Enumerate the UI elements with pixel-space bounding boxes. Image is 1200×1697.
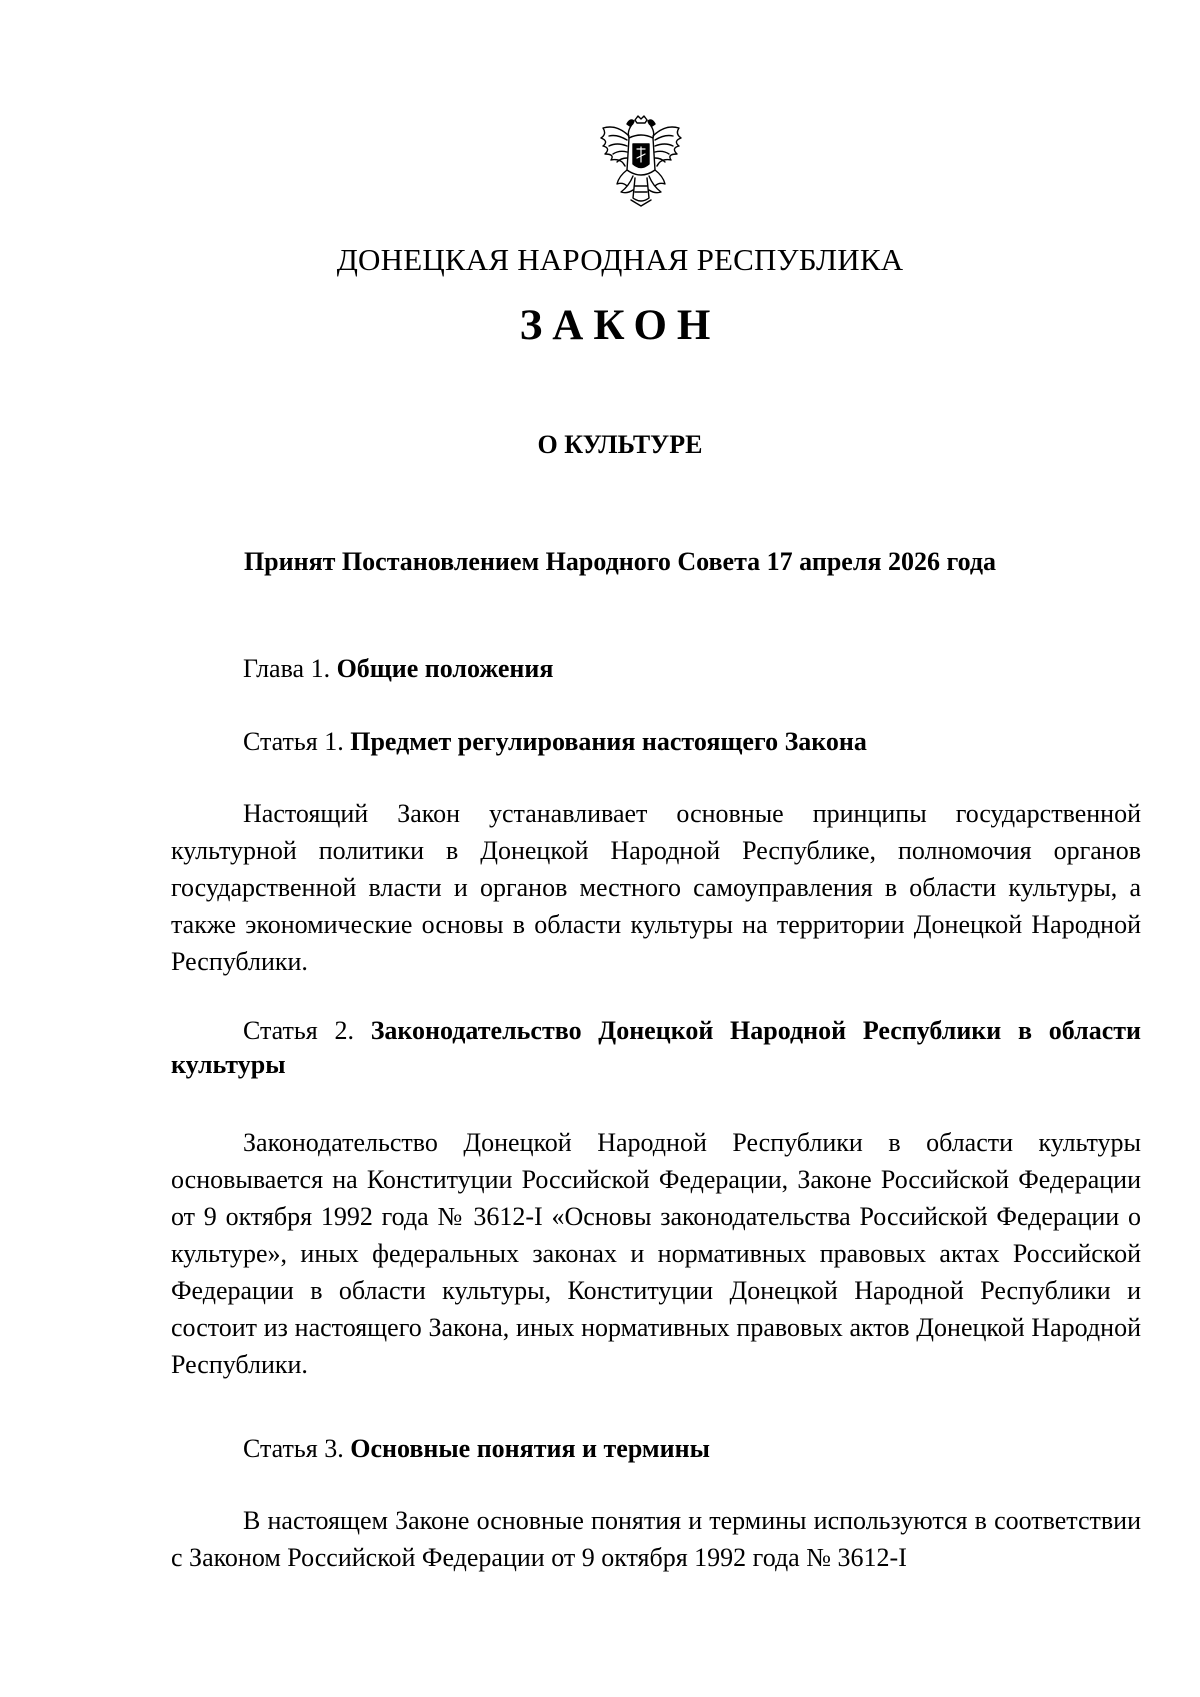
article-2-heading	[171, 1014, 1141, 1082]
article-2-text: Законодательство Донецкой Народной Республики в области культуры основывается на Конституции Российской Федерации, Законе Российской Федерации от 9 октября 1992 года № 3612-I «Основы законодательства Российской Федерации о культуре», иных федеральных законах и нормативных правовых актах Российской Федерации в области культуры, Конституции Донецкой Народной Республики и состоит из настоящего Закона, иных нормативных правовых актов Донецкой Народной Республики.	[171, 1128, 1141, 1379]
article-2-label: Статья 2.	[243, 1016, 354, 1045]
document-type: ЗАКОН	[519, 302, 721, 349]
article-3-text: В настоящем Законе основные понятия и термины используются в соответствии с Законом Российской Федерации от 9 октября 1992 года № 3612-I	[171, 1506, 1141, 1572]
article-1-heading	[171, 725, 1141, 759]
law-title: О КУЛЬТУРЕ	[537, 430, 703, 459]
chapter-title: Общие положения	[336, 654, 554, 683]
republic-name: ДОНЕЦКАЯ НАРОДНАЯ РЕСПУБЛИКА	[336, 242, 904, 277]
double-headed-eagle-emblem-icon	[597, 114, 685, 210]
article-1-title: Предмет регулирования настоящего Закона	[350, 727, 867, 756]
article-3-heading	[171, 1432, 1141, 1466]
article-3-label: Статья 3.	[243, 1434, 344, 1463]
chapter-label: Глава 1.	[243, 654, 331, 683]
chapter-heading	[171, 652, 1141, 686]
article-3-title: Основные понятия и термины	[350, 1434, 710, 1463]
adoption-line: Принят Постановлением Народного Совета 17 апреля 2026 года	[243, 547, 997, 576]
article-1-label: Статья 1.	[243, 727, 344, 756]
article-1-text: Настоящий Закон устанавливает основные принципы государственной культурной политики в Донецкой Народной Республике, полномочия органов государственной власти и органов местного самоуправления в области культуры, а также экономические основы в области культуры на территории Донецкой Народной Республики.	[171, 799, 1141, 976]
article-2-title: Законодательство Донецкой Народной Республики в области культуры	[171, 1016, 1141, 1079]
